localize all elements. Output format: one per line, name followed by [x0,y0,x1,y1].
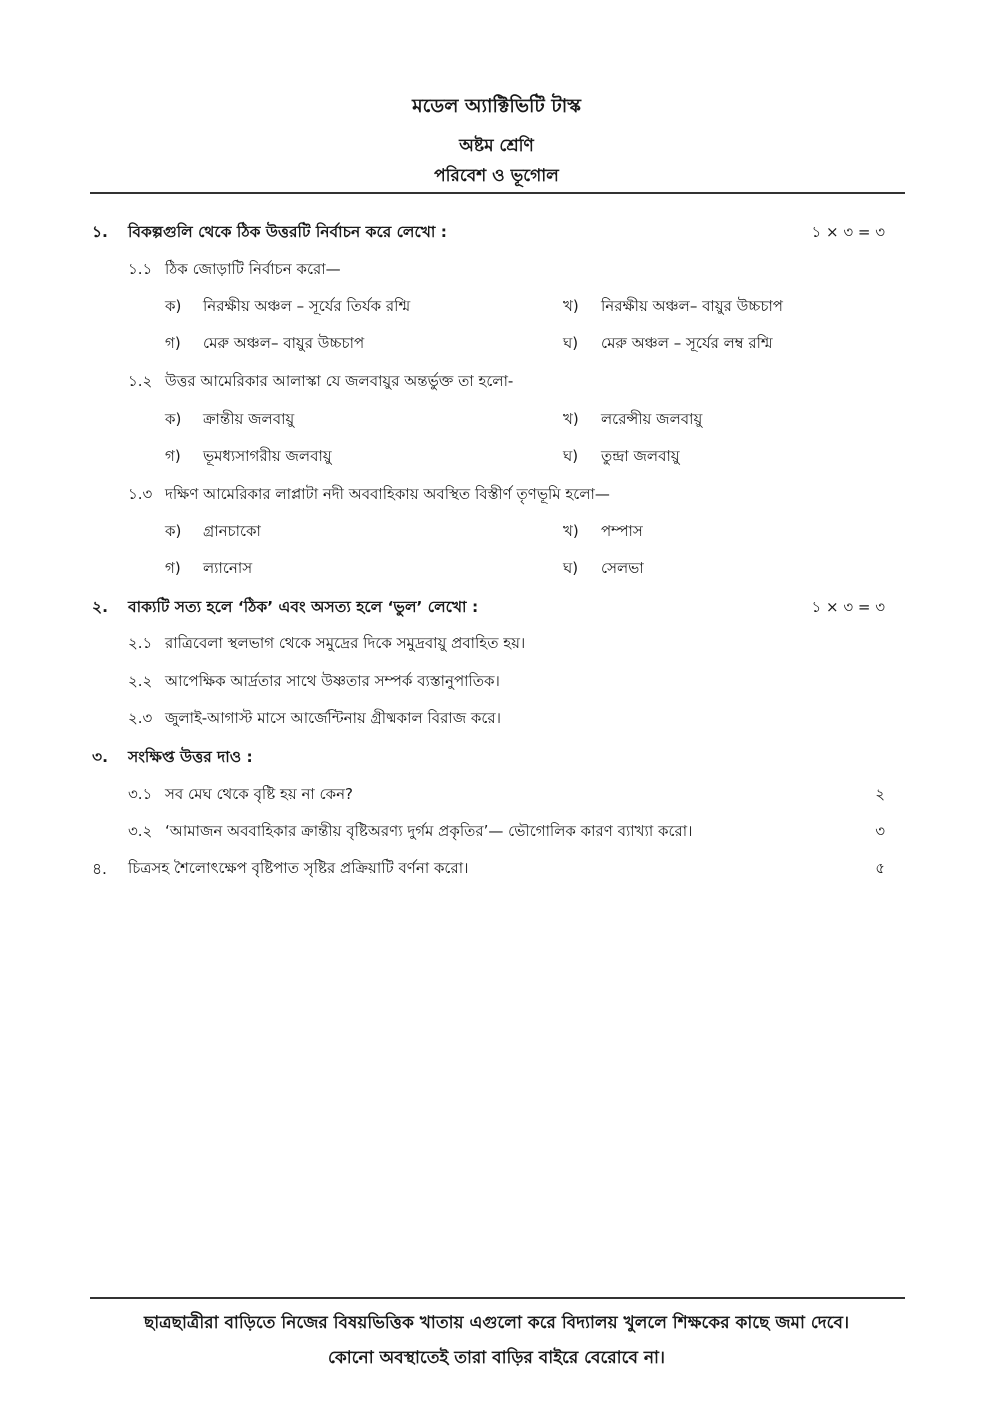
question-marks: ৫ [875,859,885,877]
option-label: ঘ) [563,334,579,352]
sub-question-number: ১.২ [128,372,153,390]
sub-question-text: জুলাই-আগাস্ট মাসে আর্জেন্টিনায় গ্রীষ্মকাল বিরাজ করে। [165,709,502,727]
sub-question-number: ১.৩ [128,485,153,503]
sub-question-number: ৩.২ [128,822,153,840]
option-label: ঘ) [563,447,579,465]
subject-label: পরিবেশ ও ভূগোল [434,166,559,186]
option-text: ভূমধ্যসাগরীয় জলবায়ু [203,447,332,465]
sub-question-text: আপেক্ষিক আর্দ্রতার সাথে উষ্ণতার সম্পর্ক ব্যস্তানুপাতিক। [165,672,500,690]
option-text: তুন্দ্রা জলবায়ু [601,447,680,465]
question-prompt: বাক্যটি সত্য হলে ‘ঠিক’ এবং অসত্য হলে ‘ভুল’ লেখো : [128,598,479,616]
option-label: খ) [563,522,579,540]
sub-question-text: রাত্রিবেলা স্থলভাগ থেকে সমুদ্রের দিকে সমুদ্রবায়ু প্রবাহিত হয়। [165,634,526,652]
class-label: অষ্টম শ্রেণি [459,136,534,156]
footer-instruction-line-2: কোনো অবস্থাতেই তারা বাড়ির বাইরে বেরোবে না। [328,1348,665,1368]
option-text: সেলভা [601,559,644,577]
question-number: ১. [92,223,108,241]
option-text: নিরক্ষীয় অঞ্চল – সূর্যের তির্যক রশ্মি [203,297,411,315]
question-marks: ১ × ৩ = ৩ [811,223,885,241]
question-prompt: সংক্ষিপ্ত উত্তর দাও : [128,748,253,766]
sub-question-number: ২.৩ [128,709,153,727]
sub-question-number: ২.২ [128,672,153,690]
sub-question-text: সব মেঘ থেকে বৃষ্টি হয় না কেন? [165,785,354,803]
sub-question-number: ১.১ [128,260,153,278]
footer-instruction-line-1: ছাত্রছাত্রীরা বাড়িতে নিজের বিষয়ভিত্তিক খাতায় এগুলো করে বিদ্যালয় খুললে শিক্ষকের কাছে জমা দেবে। [143,1313,850,1333]
option-label: গ) [165,447,181,465]
question-number: ৪. [92,860,107,878]
header-divider [90,192,905,194]
sub-question-marks: ৩ [875,822,885,840]
sub-question-text: উত্তর আমেরিকার আলাস্কা যে জলবায়ুর অন্তর্ভুক্ত তা হলো- [165,372,514,390]
option-label: খ) [563,297,579,315]
sub-question-number: ৩.১ [128,785,153,803]
footer-divider [90,1297,905,1299]
sub-question-marks: ২ [875,785,885,803]
option-label: ঘ) [563,559,579,577]
option-text: ক্রান্তীয় জলবায়ু [203,410,295,428]
question-number: ৩. [92,748,108,766]
option-text: ল্যানোস [203,559,253,577]
question-marks: ১ × ৩ = ৩ [811,598,885,616]
option-text: পম্পাস [601,522,643,540]
option-text: নিরক্ষীয় অঞ্চল– বায়ুর উচ্চচাপ [601,297,783,315]
option-text: মেরু অঞ্চল– বায়ুর উচ্চচাপ [203,334,365,352]
option-label: গ) [165,334,181,352]
sub-question-text: দক্ষিণ আমেরিকার লাপ্লাটা নদী অববাহিকায় অবস্থিত বিস্তীর্ণ তৃণভূমি হলো— [165,485,610,503]
option-label: ক) [165,522,182,540]
sub-question-text: ‘আমাজন অববাহিকার ক্রান্তীয় বৃষ্টিঅরণ্য দুর্গম প্রকৃতির’— ভৌগোলিক কারণ ব্যাখ্যা করো। [165,822,693,840]
option-label: ক) [165,297,182,315]
document-title: মডেল অ্যাক্টিভিটি টাস্ক [412,95,581,117]
question-prompt: চিত্রসহ শৈলোৎক্ষেপ বৃষ্টিপাত সৃষ্টির প্রক্রিয়াটি বর্ণনা করো। [128,859,469,877]
option-label: ক) [165,410,182,428]
option-label: খ) [563,410,579,428]
question-prompt: বিকল্পগুলি থেকে ঠিক উত্তরটি নির্বাচন করে লেখো : [128,223,447,241]
sub-question-number: ২.১ [128,634,153,652]
sub-question-text: ঠিক জোড়াটি নির্বাচন করো— [165,260,341,278]
option-text: মেরু অঞ্চল – সূর্যের লম্ব রশ্মি [601,334,773,352]
option-text: লরেন্সীয় জলবায়ু [601,410,703,428]
option-text: গ্রানচাকো [203,522,261,540]
question-number: ২. [92,598,108,616]
option-label: গ) [165,559,181,577]
